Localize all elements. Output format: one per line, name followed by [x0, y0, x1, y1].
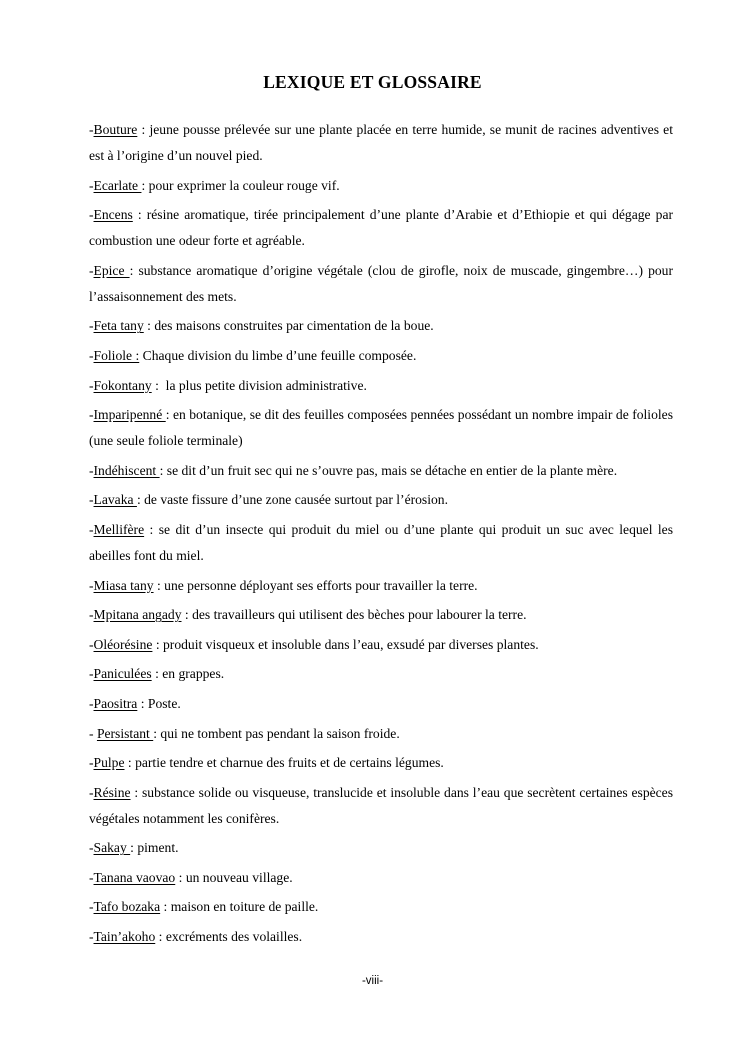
glossary-definition: en botanique, se dit des feuilles composées pennées possédant un nombre impair de folioles (une seule foliole terminale)	[89, 407, 673, 449]
glossary-definition: se dit d’un fruit sec qui ne s’ouvre pas, mais se détache en entier de la plante mère.	[166, 462, 618, 478]
glossary-entry	[89, 780, 673, 832]
glossary-term: Sakay	[93, 840, 131, 856]
glossary-definition: des travailleurs qui utilisent des bèches pour labourer la terre.	[192, 607, 527, 623]
glossary-definition: un nouveau village.	[185, 869, 293, 885]
entry-separator: :	[165, 407, 173, 423]
glossary-entry	[89, 865, 673, 891]
entry-separator: :	[129, 262, 139, 278]
entry-prefix: -	[89, 666, 94, 682]
glossary-definition: pour exprimer la couleur rouge vif.	[148, 177, 340, 193]
glossary-definition: qui ne tombent pas pendant la saison froide.	[160, 725, 400, 741]
glossary-entry	[89, 313, 673, 339]
glossary-definition: jeune pousse prélevée sur une plante placée en terre humide, se munit de racines adventives et est à l’origine d’un nouvel pied.	[89, 122, 673, 163]
entry-prefix: -	[89, 262, 94, 278]
entry-separator: :	[130, 840, 138, 856]
entry-separator: :	[124, 755, 136, 771]
entry-prefix: -	[89, 929, 94, 945]
glossary-entry	[89, 721, 673, 747]
glossary-entry	[89, 258, 673, 310]
entry-separator: :	[151, 666, 163, 682]
glossary-term: Feta tany	[93, 318, 144, 334]
glossary-entry	[89, 173, 673, 199]
glossary-term: Tain’akoho	[93, 929, 156, 945]
glossary-entry	[89, 458, 673, 484]
glossary-entry	[89, 691, 673, 717]
page-number: -viii-	[361, 975, 384, 987]
glossary-entry	[89, 924, 673, 950]
entry-prefix: -	[89, 462, 94, 478]
glossary-term: Foliole :	[93, 347, 140, 363]
entry-separator: :	[151, 377, 166, 393]
entry-separator: :	[181, 607, 193, 623]
glossary-definition: résine aromatique, tirée principalement d’une plante d’Arabie et d’Ethiopie et qui dégage par combustion une odeur forte et agréable.	[89, 207, 674, 249]
entry-prefix: -	[89, 869, 94, 885]
glossary-term: Lavaka	[93, 492, 137, 508]
glossary-entry	[89, 835, 673, 861]
entry-prefix: -	[89, 577, 94, 593]
glossary-definition: la plus petite division administrative.	[165, 377, 367, 393]
glossary-entry	[89, 573, 673, 599]
glossary-entry	[89, 661, 673, 687]
glossary-term: Encens	[93, 207, 133, 223]
entry-prefix: -	[89, 695, 94, 711]
glossary-entry	[89, 487, 673, 513]
glossary-term: Imparipenné	[93, 407, 166, 423]
entry-prefix: -	[89, 207, 94, 223]
entry-separator: :	[141, 177, 149, 193]
glossary-term: Mpitana angady	[93, 607, 182, 623]
glossary-definition: excréments des volailles.	[165, 929, 303, 945]
entry-separator: :	[143, 318, 155, 334]
glossary-definition: produit visqueux et insoluble dans l’eau, exsudé par diverses plantes.	[163, 636, 539, 652]
glossary-definition: Chaque division du limbe d’une feuille composée.	[142, 347, 417, 363]
glossary-term: Persistant	[96, 725, 154, 741]
glossary-entry	[89, 402, 673, 454]
glossary-entry	[89, 373, 673, 399]
entry-prefix: -	[89, 899, 94, 915]
entry-prefix: -	[89, 407, 94, 423]
glossary-definition: des maisons construites par cimentation de la boue.	[154, 318, 434, 334]
glossary-term: Indéhiscent	[93, 462, 160, 478]
glossary-entry	[89, 602, 673, 628]
glossary-definition: une personne déployant ses efforts pour travailler la terre.	[164, 577, 478, 593]
page-title: LEXIQUE ET GLOSSAIRE	[263, 72, 482, 92]
glossary-list	[89, 117, 673, 954]
glossary-definition: en grappes.	[162, 666, 225, 682]
entry-separator: :	[159, 462, 167, 478]
glossary-term: Miasa tany	[93, 577, 154, 593]
glossary-entry	[89, 894, 673, 920]
glossary-entry	[89, 750, 673, 776]
entry-prefix: -	[89, 784, 94, 800]
glossary-term: Fokontany	[93, 377, 152, 393]
entry-prefix: -	[89, 492, 94, 508]
glossary-term: Tanana vaovao	[93, 869, 176, 885]
glossary-definition: piment.	[137, 840, 179, 856]
glossary-term: Tafo bozaka	[93, 899, 161, 915]
entry-prefix: -	[89, 377, 94, 393]
glossary-term: Résine	[93, 784, 131, 800]
glossary-entry	[89, 343, 673, 369]
glossary-term: Pulpe	[93, 755, 125, 771]
entry-prefix: -	[89, 725, 97, 741]
entry-prefix: -	[89, 607, 94, 623]
entry-separator: :	[175, 869, 186, 885]
glossary-term: Bouture	[93, 122, 138, 137]
entry-separator: :	[160, 899, 171, 915]
glossary-term: Mellifère	[93, 521, 145, 537]
entry-separator: :	[136, 492, 145, 508]
entry-separator: :	[152, 636, 163, 652]
entry-prefix: -	[89, 521, 94, 537]
entry-separator: :	[137, 122, 150, 137]
glossary-definition: se dit d’un insecte qui produit du miel ou d’une plante qui produit un suc avec lequel les abeilles font du miel.	[89, 521, 673, 563]
glossary-definition: substance aromatique d’origine végétale (clou de girofle, noix de muscade, gingembre…) pour l’assaisonnement des mets.	[89, 262, 673, 304]
entry-separator: :	[137, 695, 148, 711]
glossary-term: Epice	[93, 262, 130, 278]
glossary-entry	[89, 117, 673, 169]
glossary-term: Paositra	[93, 695, 138, 711]
glossary-definition: maison en toiture de paille.	[170, 899, 319, 915]
entry-prefix: -	[89, 755, 94, 771]
entry-prefix: -	[89, 177, 94, 193]
glossary-definition: partie tendre et charnue des fruits et de certains légumes.	[135, 755, 444, 771]
glossary-definition: substance solide ou visqueuse, translucide et insoluble dans l’eau que secrètent certaines espèces végétales notamment les conifères.	[89, 784, 674, 826]
entry-separator: :	[153, 577, 165, 593]
entry-separator: :	[155, 929, 166, 945]
glossary-term: Ecarlate	[93, 177, 142, 193]
glossary-entry	[89, 202, 673, 254]
entry-separator: :	[144, 521, 159, 537]
entry-prefix: -	[89, 840, 94, 856]
glossary-term: Oléorésine	[93, 636, 153, 652]
entry-separator: :	[130, 784, 142, 800]
glossary-definition: de vaste fissure d’une zone causée surtout par l’érosion.	[144, 492, 448, 508]
glossary-term: Paniculées	[93, 666, 152, 682]
entry-prefix: -	[89, 636, 94, 652]
glossary-entry	[89, 517, 673, 569]
entry-prefix: -	[89, 122, 94, 137]
glossary-entry	[89, 632, 673, 658]
glossary-definition: Poste.	[147, 695, 181, 711]
entry-prefix: -	[89, 347, 94, 363]
entry-separator: :	[132, 207, 147, 223]
entry-prefix: -	[89, 318, 94, 334]
entry-separator: :	[153, 725, 161, 741]
